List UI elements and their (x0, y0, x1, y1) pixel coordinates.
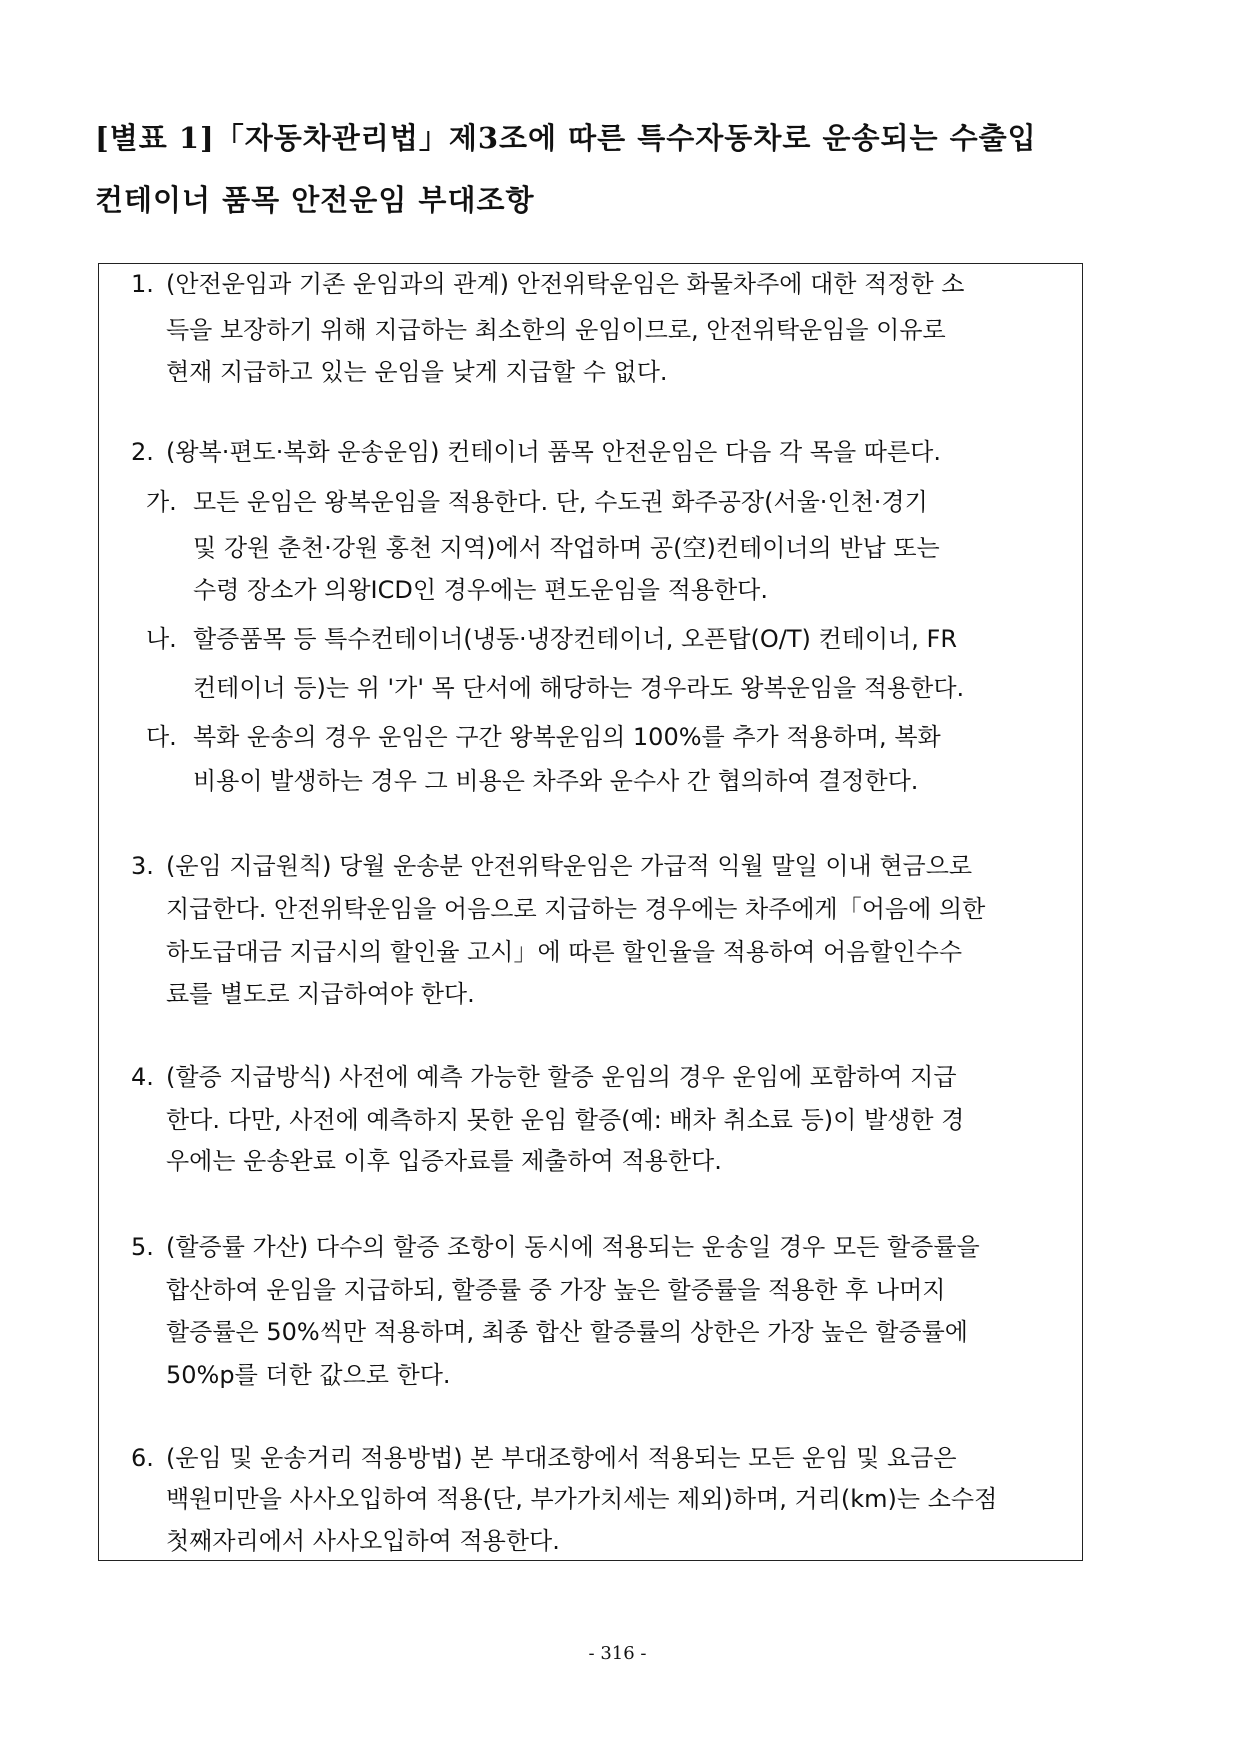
item-2-sub-da-line: 복화 운송의 경우 운임은 구간 왕복운임의 100%를 추가 적용하며, 복화 (193, 723, 941, 751)
item-5-line: (할증률 가산) 다수의 할증 조항이 동시에 적용되는 운송일 경우 모든 할증률을 (166, 1233, 980, 1261)
item-1-line: 득을 보장하기 위해 지급하는 최소한의 운임이므로, 안전위탁운임을 이유로 (166, 316, 946, 344)
item-2-sub-na-line: 할증품목 등 특수컨테이너(냉동·냉장컨테이너, 오픈탑(O/T) 컨테이너, FR (193, 625, 958, 653)
item-5-line: 할증률은 50%씩만 적용하며, 최종 합산 할증률의 상한은 가장 높은 할증률에 (166, 1318, 968, 1346)
item-3-line: (운임 지급원칙) 당월 운송분 안전위탁운임은 가급적 익월 말일 이내 현금으로 (166, 852, 973, 880)
item-3-line: 료를 별도로 지급하여야 한다. (166, 980, 475, 1008)
item-1-line: 현재 지급하고 있는 운임을 낮게 지급할 수 없다. (166, 358, 668, 386)
document-title-line1: [별표 1]「자동차관리법」제3조에 따른 특수자동차로 운송되는 수출입 (95, 121, 1037, 155)
item-5-line: 합산하여 운임을 지급하되, 할증률 중 가장 높은 할증률을 적용한 후 나머지 (166, 1276, 946, 1304)
item-4-line: 우에는 운송완료 이후 입증자료를 제출하여 적용한다. (166, 1147, 722, 1175)
item-2-line: (왕복·편도·복화 운송운임) 컨테이너 품목 안전운임은 다음 각 목을 따른다. (166, 438, 941, 466)
item-4-line: 한다. 다만, 사전에 예측하지 못한 운임 할증(예: 배차 취소료 등)이 발생한 경 (166, 1106, 965, 1134)
item-3-line: 지급한다. 안전위탁운임을 어음으로 지급하는 경우에는 차주에게「어음에 의한 (166, 895, 986, 923)
item-6-line: 백원미만을 사사오입하여 적용(단, 부가가치세는 제외)하며, 거리(km)는 소수점 (166, 1485, 998, 1513)
item-2-sub-na-label: 나. (146, 625, 177, 653)
item-2-sub-da-line: 비용이 발생하는 경우 그 비용은 차주와 운수사 간 협의하여 결정한다. (193, 767, 919, 795)
item-3-number: 3. (131, 852, 154, 880)
item-6-line: 첫째자리에서 사사오입하여 적용한다. (166, 1527, 560, 1555)
item-6-number: 6. (131, 1444, 154, 1472)
item-2-sub-ga-line: 및 강원 춘천·강원 홍천 지역)에서 작업하며 공(空)컨테이너의 반납 또는 (193, 534, 940, 562)
item-1-number: 1. (131, 270, 154, 298)
item-1-line: (안전운임과 기존 운임과의 관계) 안전위탁운임은 화물차주에 대한 적정한 소 (166, 270, 965, 298)
item-2-sub-da-label: 다. (146, 723, 177, 751)
item-2-sub-ga-line: 수령 장소가 의왕ICD인 경우에는 편도운임을 적용한다. (193, 576, 768, 604)
item-5-number: 5. (131, 1233, 154, 1261)
item-6-line: (운임 및 운송거리 적용방법) 본 부대조항에서 적용되는 모든 운임 및 요금은 (166, 1444, 957, 1472)
page-number: - 316 - (588, 1643, 647, 1664)
item-5-line: 50%p를 더한 값으로 한다. (166, 1361, 451, 1389)
document-title-line2: 컨테이너 품목 안전운임 부대조항 (95, 183, 535, 217)
item-4-number: 4. (131, 1063, 154, 1091)
item-3-line: 하도급대금 지급시의 할인율 고시」에 따른 할인율을 적용하여 어음할인수수 (166, 938, 963, 966)
item-2-sub-na-line: 컨테이너 등)는 위 '가' 목 단서에 해당하는 경우라도 왕복운임을 적용한다. (193, 674, 965, 702)
item-4-line: (할증 지급방식) 사전에 예측 가능한 할증 운임의 경우 운임에 포함하여 지급 (166, 1063, 957, 1091)
item-2-number: 2. (131, 438, 154, 466)
item-2-sub-ga-label: 가. (146, 488, 177, 516)
item-2-sub-ga-line: 모든 운임은 왕복운임을 적용한다. 단, 수도권 화주공장(서울·인천·경기 (193, 488, 928, 516)
